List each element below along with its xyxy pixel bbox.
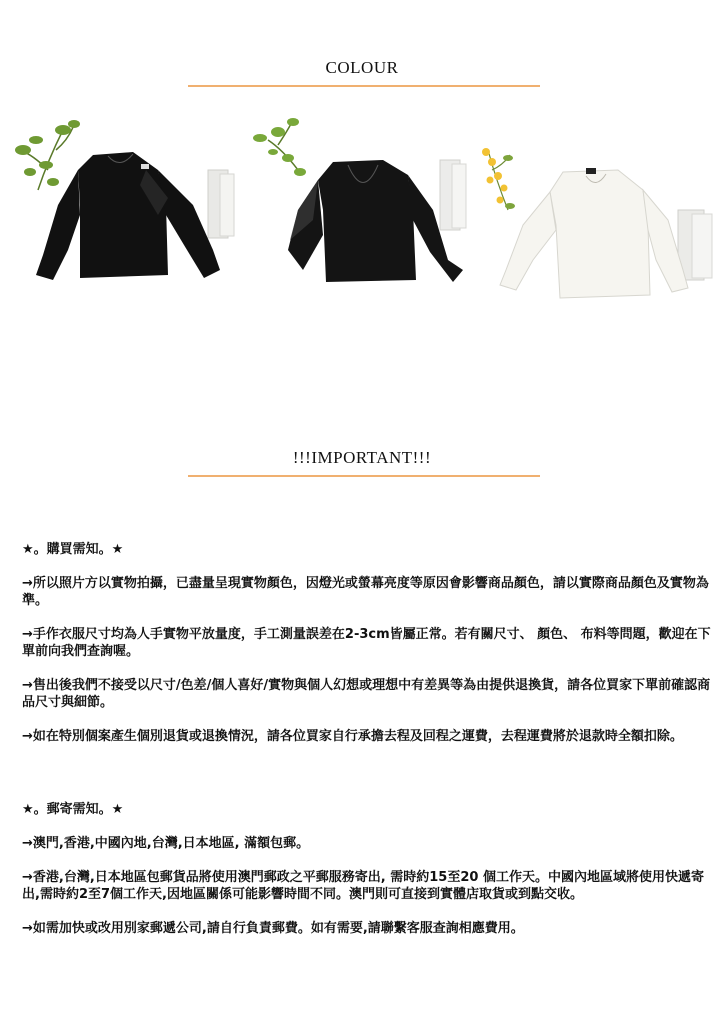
shipping-note-item: →香港,台灣,日本地區包郵貨品將使用澳門郵政之平郵服務寄出, 需時約15至20 個工作天。中國內地區域將使用快遞寄出,需時約2至7個工作天,因地區關係可能影響時間不同。澳門則可直接到實體店取貨或到點交收。	[22, 870, 704, 902]
product-image-black-angle[interactable]	[248, 110, 480, 340]
important-heading: !!!IMPORTANT!!!	[292, 448, 432, 467]
product-gallery	[0, 110, 724, 340]
purchase-notes-title: ★。購買需知。★	[22, 542, 124, 557]
shipping-notes-title: ★。郵寄需知。★	[22, 802, 124, 817]
colour-heading-rule	[188, 85, 540, 87]
shipping-note-item: →如需加快或改用別家郵遞公司,請自行負責郵費。如有需要,請聯繫客服查詢相應費用。	[22, 921, 524, 936]
product-image-white[interactable]	[478, 110, 724, 340]
purchase-notes	[22, 541, 712, 745]
important-heading-rule	[188, 475, 540, 477]
shipping-notes	[22, 801, 712, 937]
blouse-icon	[8, 110, 240, 340]
purchase-note-item: →手作衣服尺寸均為人手實物平放量度，手工測量誤差在2-3cm皆屬正常。若有關尺寸、 顏色、 布料等問題，歡迎在下單前向我們查詢喔。	[22, 627, 711, 659]
colour-heading: COLOUR	[325, 58, 399, 77]
blouse-icon	[248, 110, 480, 340]
product-image-black-front[interactable]	[8, 110, 240, 340]
purchase-note-item: →如在特別個案產生個別退貨或退換情況，請各位買家自行承擔去程及回程之運費，去程運費將於退款時全額扣除。	[22, 729, 683, 744]
shipping-note-item: →澳門,香港,中國內地,台灣,日本地區, 滿額包郵。	[22, 836, 310, 851]
blouse-icon	[478, 110, 724, 340]
purchase-note-item: →所以照片方以實物拍攝，已盡量呈現實物顏色，因燈光或螢幕亮度等原因會影響商品顏色，請以實際商品顏色及實物為準。	[22, 576, 709, 608]
purchase-note-item: →售出後我們不接受以尺寸/色差/個人喜好/實物與個人幻想或理想中有差異等為由提供退換貨，請各位買家下單前確認商品尺寸與細節。	[22, 678, 711, 710]
